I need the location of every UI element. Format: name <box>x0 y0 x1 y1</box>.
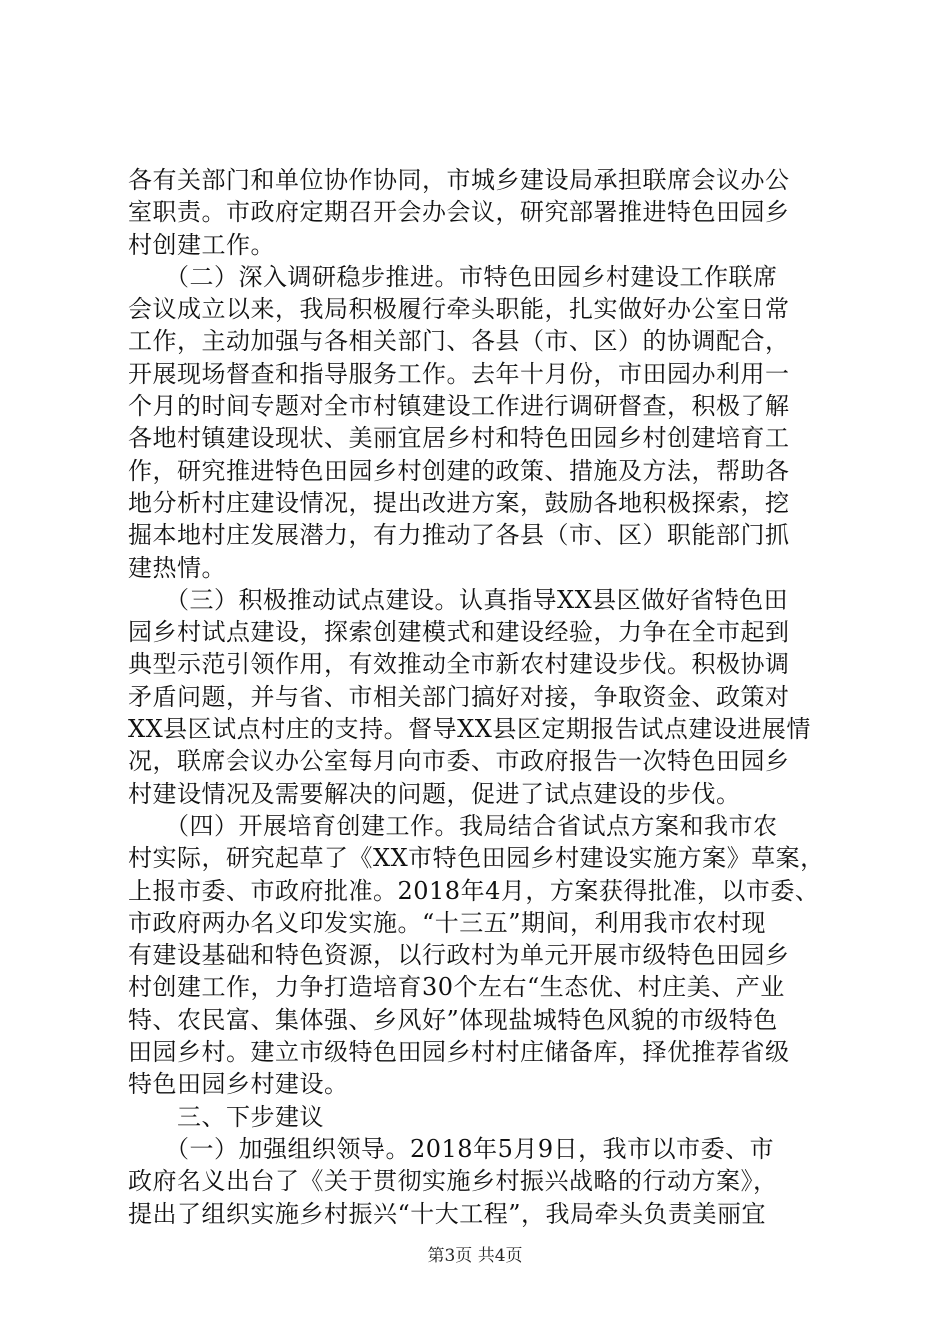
page-footer <box>0 1246 950 1266</box>
text-line: 村建设情况及需要解决的问题，促进了试点建设的步伐。 <box>128 779 741 808</box>
text-line: 工作，主动加强与各相关部门、各县（市、区）的协调配合， <box>128 327 790 356</box>
text-line: 会议成立以来，我局积极履行牵头职能，扎实做好办公室日常 <box>128 295 790 324</box>
paragraph <box>128 261 828 584</box>
page-number-label: 第3页 共4页 <box>427 1246 523 1266</box>
text-line: 市政府两办名义印发实施。“十三五”期间，利用我市农村现 <box>128 908 767 937</box>
text-line: 村实际，研究起草了《XX市特色田园乡村建设实施方案》草案， <box>128 844 825 873</box>
text-line: 田园乡村。建立市级特色田园乡村村庄储备库，择优推荐省级 <box>128 1038 790 1067</box>
paragraph <box>128 1133 828 1230</box>
text-line: 各有关部门和单位协作协同，市城乡建设局承担联席会议办公 <box>128 166 790 194</box>
text-line: 掘本地村庄发展潜力，有力推动了各县（市、区）职能部门抓 <box>128 521 790 550</box>
text-line: 矛盾问题，并与省、市相关部门搞好对接，争取资金、政策对 <box>128 682 790 711</box>
text-line: 作，研究推进特色田园乡村创建的政策、措施及方法，帮助各 <box>128 456 790 485</box>
document-body <box>128 164 828 1230</box>
text-line: 特、农民富、集体强、乡风好”体现盐城特色风貌的市级特色 <box>128 1005 778 1034</box>
text-line: 地分析村庄建设情况，提出改进方案，鼓励各地积极探索，挖 <box>128 488 790 517</box>
text-line: XX县区试点村庄的支持。督导XX县区定期报告试点建设进展情 <box>128 715 811 744</box>
text-line: 上报市委、市政府批准。2018年4月，方案获得批准，以市委、 <box>128 876 820 905</box>
text-line: 况，联席会议办公室每月向市委、市政府报告一次特色田园乡 <box>128 747 790 776</box>
text-line: 村创建工作，力争打造培育30个左右“生态优、村庄美、产业 <box>128 973 785 1002</box>
text-line: 各地村镇建设现状、美丽宜居乡村和特色田园乡村创建培育工 <box>128 424 790 453</box>
paragraph <box>128 164 828 261</box>
text-line: （二）深入调研稳步推进。市特色田园乡村建设工作联席 <box>128 262 778 291</box>
text-line: 有建设基础和特色资源，以行政村为单元开展市级特色田园乡 <box>128 941 790 970</box>
text-line: （四）开展培育创建工作。我局结合省试点方案和我市农 <box>128 811 778 840</box>
paragraph <box>128 810 828 1101</box>
paragraph <box>128 584 828 810</box>
text-line: 室职责。市政府定期召开会办会议，研究部署推进特色田园乡 <box>128 198 790 227</box>
text-line: 村创建工作。 <box>128 230 275 259</box>
text-line: 园乡村试点建设，探索创建模式和建设经验，力争在全市起到 <box>128 618 790 647</box>
text-line: 政府名义出台了《关于贯彻实施乡村振兴战略的行动方案》， <box>128 1167 778 1196</box>
text-line: 典型示范引领作用，有效推动全市新农村建设步伐。积极协调 <box>128 650 790 679</box>
text-line: 个月的时间专题对全市村镇建设工作进行调研督查，积极了解 <box>128 392 790 421</box>
paragraph <box>128 1101 828 1133</box>
text-line: 三、下步建议 <box>128 1102 324 1131</box>
text-line: 特色田园乡村建设。 <box>128 1070 349 1099</box>
text-line: （一）加强组织领导。2018年5月9日，我市以市委、市 <box>128 1134 775 1163</box>
text-line: 开展现场督查和指导服务工作。去年十月份，市田园办利用一 <box>128 359 790 388</box>
text-line: 提出了组织实施乡村振兴“十大工程”，我局牵头负责美丽宜 <box>128 1199 767 1228</box>
text-line: （三）积极推动试点建设。认真指导XX县区做好省特色田 <box>128 585 789 614</box>
text-line: 建热情。 <box>128 553 226 582</box>
